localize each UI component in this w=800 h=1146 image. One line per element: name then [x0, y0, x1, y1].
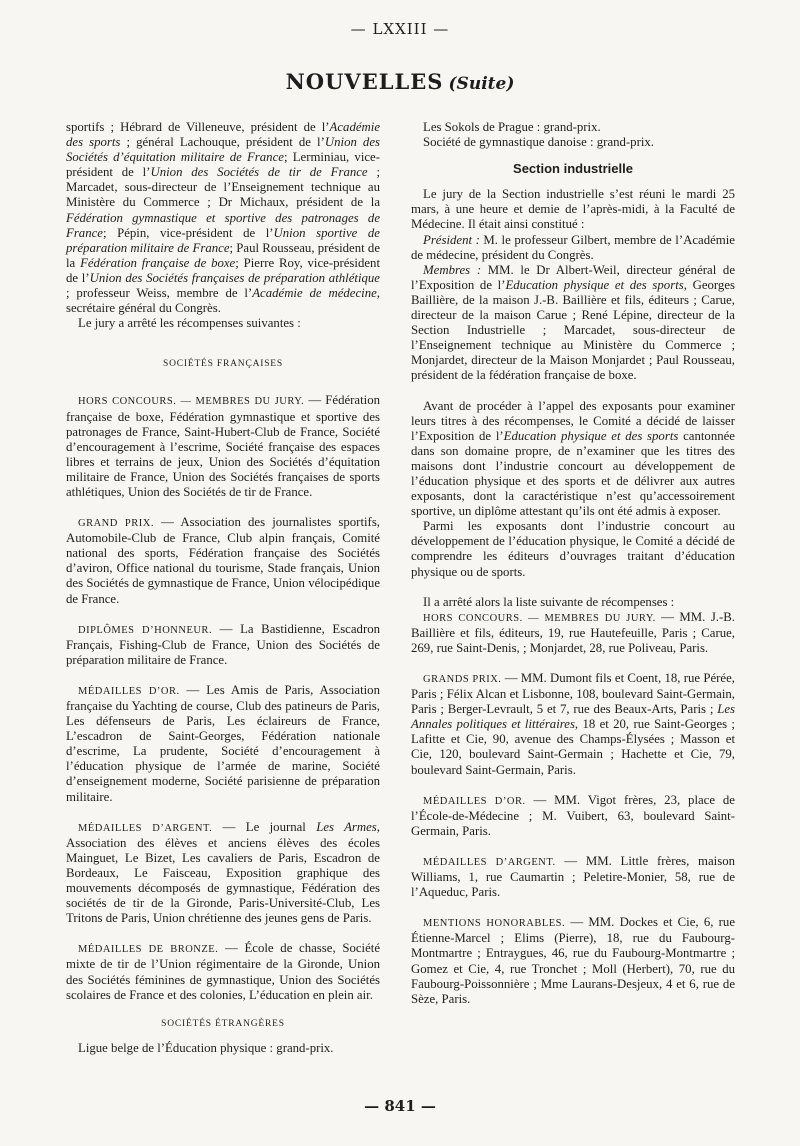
medailles-bronze-paragraph: MÉDAILLES DE BRONZE. — École de chasse, Société mixte de tir de l’Union régimentaire de la Gironde, Union des Sociétés féminines de gymnastique, Union des Sociétés scolaires de France et des colonies, L’éducation en plein air.	[66, 941, 380, 1002]
avant-paragraph: Avant de procéder à l’appel des exposants pour examiner leurs titres à des récompenses, le Comité a décidé de laisser l’Exposition de l’Education physique et des sports cantonnée dans son domaine propre, de n’examiner que les titres des maisons dont l’industrie concourt au développement de l’éducation physique et des sports et de délivrer aux autres exposants, dont la caractéristique n’est qu’accessoirement sportive, un diplôme attestant qu’ils ont été admis à exposer.	[411, 398, 735, 519]
medailles-or-paragraph: MÉDAILLES D’OR. — Les Amis de Paris, Association française du Yachting de course, Club des patineurs de Paris, Les défenseurs de Paris, Les éclaireurs de France, L’escadron de Saint-Georges, Fédération nationale d’escrime, La prudente, Société d’encouragement à l’éducation physique de l’armée de marine, Société d’enseignement moderne, Société parisienne de préparation militaire.	[66, 682, 380, 804]
section-heading-societes-francaises: SOCIÉTÉS FRANÇAISES	[163, 359, 283, 370]
page-header-roman-numeral: — LXXIII —	[350, 20, 450, 38]
title-suite: (Suite)	[448, 74, 515, 94]
medailles-argent-paragraph: MÉDAILLES D’ARGENT. — Le journal Les Armes, Association des élèves et anciens élèves des écoles Mainguet, Le Bizet, Les cavaliers de Paris, Escadron de Bordeaux, Le Faisceau, Exposition graphique des mouvements décomposés de gymnastique, Fédération des sociétés de tir de la Gironde, Paris-Université-Club, Les Tritons de Paris, Union chrétienne des jeunes gens de Paris.	[66, 819, 380, 926]
grands-prix-paragraph: GRANDS PRIX. — MM. Dumont fils et Coent, 18, rue Pérée, Paris ; Félix Alcan et Lisbonne, 108, boulevard Saint-Germain, Paris ; Berger-Levrault, 5 et 7, rue des Beaux-Arts, Paris ; Les Annales politiques et littéraires, 18 et 20, rue Saint-Georges ; Lafitte et Cie, 90, avenue des Champs-Élysées ; Masson et Cie, 120, boulevard Saint-Germain ; Hachette et Cie, 79, boulevard Saint-Germain, Paris.	[411, 671, 735, 777]
ligue-belge-line: Ligue belge de l’Éducation physique : grand-prix.	[78, 1040, 334, 1055]
left-column	[66, 120, 380, 1056]
danoise-line: Société de gymnastique danoise : grand-prix.	[423, 135, 654, 150]
section-heading-industrielle: Section industrielle	[513, 161, 633, 177]
page-number: — 841 —	[364, 1097, 436, 1115]
liste-intro: Il a arrêté alors la liste suivante de récompenses :	[423, 594, 675, 609]
parmi-paragraph: Parmi les exposants dont l’industrie concourt au développement de l’éducation physique, le Comité a décidé de comprendre les éditeurs d’ouvrages traitant d’éducation physique ou de sports.	[411, 519, 735, 579]
sokols-line: Les Sokols de Prague : grand-prix.	[423, 120, 601, 134]
recompenses-intro: Le jury a arrêté les récompenses suivantes :	[78, 316, 301, 331]
jury-members-paragraph: sportifs ; Hébrard de Villeneuve, président de l’Académie des sports ; général Lachouque, président de l’Union des Sociétés d’équitation militaire de France; Lerminiau, vice-président de l’Union des Sociétés de tir de France ; Marcadet, sous-directeur de l’Enseignement technique au Ministère du Commerce ; Dr Michaux, président de la Fédération gymnastique et sportive des patronages de France; Pépin, vice-président de l’Union sportive de préparation militaire de France; Paul Rousseau, président de la Fédération française de boxe; Pierre Roy, vice-président de l’Union des Sociétés françaises de préparation athlétique ; professeur Weiss, membre de l’Académie de médecine, secrétaire général du Congrès.	[66, 120, 381, 316]
membres-paragraph: Membres : MM. le Dr Albert-Weil, directeur général de l’Exposition de l’Education physique et des sports, Georges Baillière, de la maison J.-B. Baillière et fils, éditeurs ; Carue, directeur de la maison Carue ; René Lépine, directeur de la Section Industrielle ; Marcadet, sous-directeur de l’Enseignement technique au Ministère du Commerce ; Monjardet, directeur de la Maison Monjardet ; Paul Rousseau, président de la fédération française de boxe.	[411, 262, 735, 383]
hors-concours-industriel-paragraph: HORS CONCOURS. — MEMBRES DU JURY. — MM. J.-B. Baillière et fils, éditeurs, 19, rue Hautefeuille, Paris ; Carue, 269, rue Saint-Denis, ; Monjardet, 28, rue Poliveau, Paris.	[411, 609, 736, 655]
section-heading-societes-etrangeres: SOCIÉTÉS ÉTRANGÈRES	[161, 1018, 285, 1029]
page-title	[0, 69, 800, 94]
medailles-or-industriel-paragraph: MÉDAILLES D’OR. — MM. Vigot frères, 23, place de l’École-de-Médecine ; M. Vuibert, 63, boulevard Saint-Germain, Paris.	[411, 792, 735, 838]
hors-concours-paragraph: HORS CONCOURS. — MEMBRES DU JURY. — Fédération française de boxe, Fédération gymnastique et sportive des patronages de France, Saint-Hubert-Club de France, Société d’encouragement à l’escrime, Société française des espaces libres et terrains de jeux, Union des Sociétés d’équitation militaire de France, Union des Sociétés françaises de sports athlétiques, Union des Sociétés de tir de France.	[66, 393, 380, 499]
jury-industriel-paragraph: Le jury de la Section industrielle s’est réuni le mardi 25 mars, à une heure et demie de l’après-midi, à la Faculté de Médecine. Il était ainsi constitué :	[411, 187, 735, 232]
title-main: NOUVELLES	[285, 69, 444, 94]
medailles-argent-industriel-paragraph: MÉDAILLES D’ARGENT. — MM. Little frères, maison Williams, 1, rue Caumartin ; Peletire-Monier, 58, rue de l’Aqueduc, Paris.	[411, 853, 736, 900]
grand-prix-paragraph: GRAND PRIX. — Association des journalistes sportifs, Automobile-Club de France, Club alpin français, Comité national des sports, Fédération française des Sociétés d’aviron, Office national du tourisme, Stade français, Union des Sociétés de gymnastique de France, Union vélocipédique de France.	[66, 515, 380, 606]
mentions-honorables-paragraph: MENTIONS HONORABLES. — MM. Dockes et Cie, 6, rue Étienne-Marcel ; Elims (Pierre), 18, rue du Faubourg-Montmartre ; Entraygues, 46, rue du Faubourg-Montmartre ; Gomez et Cie, 4, rue Tronchet ; Moll (Herbert), 70, rue du Faubourg-Poissonnière ; Mme Laurans-Desjeux, 4 et 6, rue de Sèze, Paris.	[411, 915, 735, 1006]
diplomes-honneur-paragraph: DIPLÔMES D’HONNEUR. — La Bastidienne, Escadron Français, Fishing-Club de France, Union des Sociétés de préparation militaire de France.	[66, 621, 380, 667]
president-paragraph: Président : M. le professeur Gilbert, membre de l’Académie de médecine, président du Congrès.	[411, 232, 735, 262]
right-column	[411, 120, 735, 1007]
